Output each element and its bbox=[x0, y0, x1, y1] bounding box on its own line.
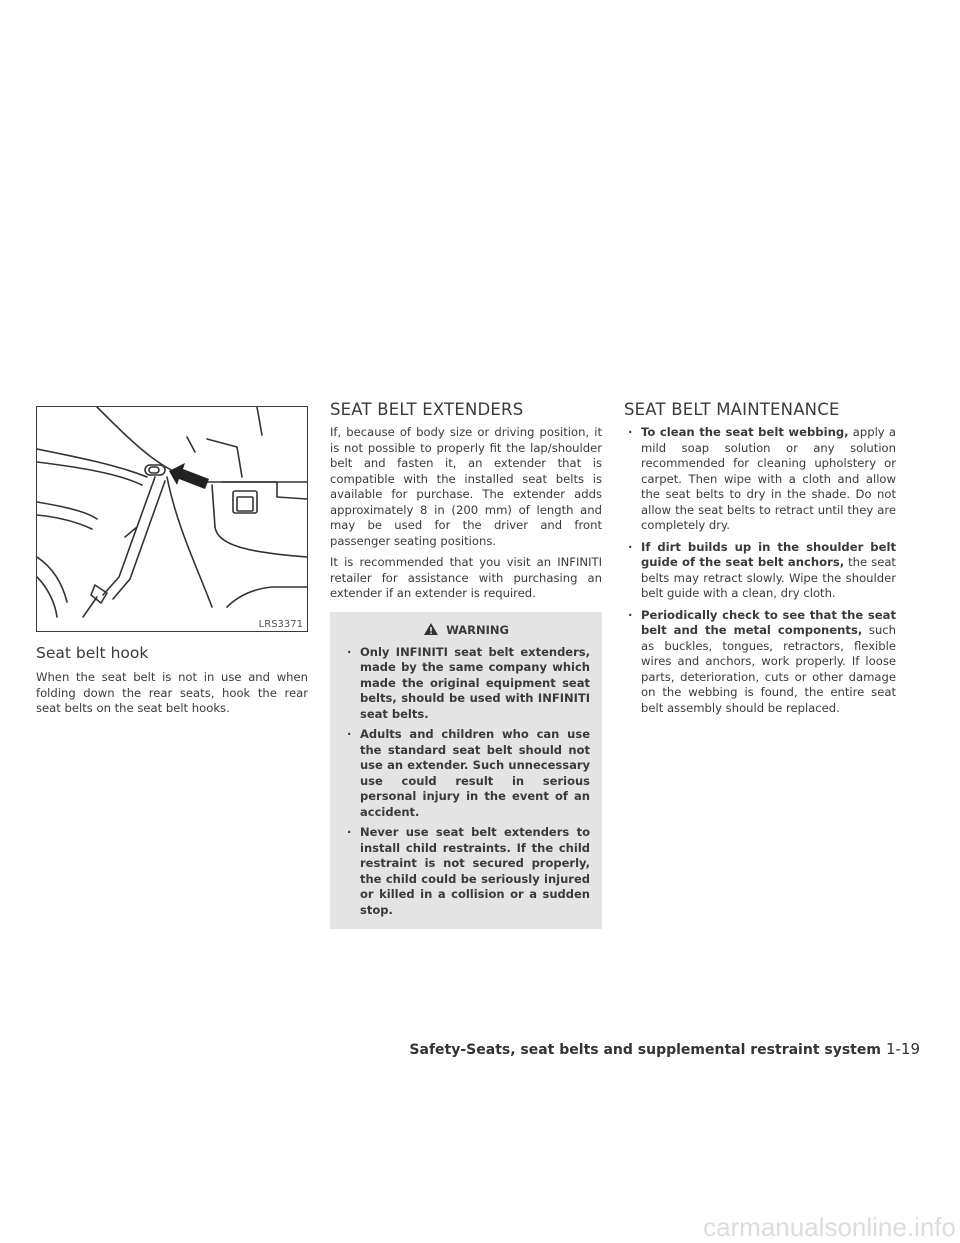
maintenance-item-lead: To clean the seat belt webbing, bbox=[641, 425, 849, 439]
seat-belt-hook-body: When the seat belt is not in use and when folding down the rear seats, hook the rear seat belts on the seat belt hooks. bbox=[36, 670, 308, 715]
warning-item: · Only INFINITI seat belt extenders, made by the same company which made the original equipment seat belts, should be used with INFINITI seat belts. bbox=[342, 645, 590, 723]
maintenance-item bbox=[624, 425, 896, 534]
extenders-heading: SEAT BELT EXTENDERS bbox=[330, 400, 524, 419]
figure-code: LRS3371 bbox=[258, 619, 303, 630]
maintenance-item-lead: Periodically check to see that the seat belt and the metal components, bbox=[641, 607, 896, 637]
page-number: 1-19 bbox=[885, 1040, 920, 1058]
warning-box bbox=[330, 612, 602, 930]
maintenance-item-text: the seat belts may retract slowly. Wipe the shoulder belt guide with a clean, dry cloth. bbox=[641, 555, 896, 600]
warning-header bbox=[342, 622, 590, 637]
seat-belt-hook-drawing bbox=[37, 407, 307, 631]
warning-title: WARNING bbox=[446, 622, 509, 637]
maintenance-item-text: such as buckles, tongues, retractors, flexible wires and anchors, work properly. If loose parts, deterioration, cuts or other damage on the webbing is found, the entire seat belt assembly should be replaced. bbox=[641, 623, 897, 715]
maintenance-item-text: apply a mild soap solution or any solution recommended for cleaning upholstery or carpet. Then wipe with a cloth and allow the seat belts to dry in the shade. Do not allow the seat belts to retract until they are completely dry. bbox=[641, 425, 896, 532]
page-footer bbox=[409, 1040, 920, 1058]
maintenance-heading: SEAT BELT MAINTENANCE bbox=[624, 400, 840, 419]
warning-item: · Adults and children who can use the standard seat belt should not use an extender. Such unnecessary use could result in serious personal injury in the event of an accident. bbox=[342, 727, 590, 820]
maintenance-list bbox=[624, 425, 896, 716]
middle-column bbox=[330, 400, 602, 929]
watermark-text: carmanualsonline.info bbox=[703, 1212, 956, 1242]
warning-list bbox=[342, 645, 590, 919]
chapter-title: Safety-Seats, seat belts and supplemental restraint system bbox=[409, 1042, 881, 1058]
extenders-paragraph-1: If, because of body size or driving position, it is not possible to properly fit the lap/shoulder belt and fasten it, an extender that is compatible with the installed seat belts is available for purchase. The extender adds approximately 8 in (200 mm) of length and may be used for the driver and front passenger seating positions. bbox=[330, 425, 602, 548]
seat-belt-hook-heading: Seat belt hook bbox=[36, 644, 149, 662]
warning-item: · Never use seat belt extenders to install child restraints. If the child restraint is not secured properly, the child could be seriously injured or killed in a collision or a sudden stop. bbox=[342, 825, 590, 918]
right-column bbox=[624, 400, 896, 722]
maintenance-item-lead: If dirt builds up in the shoulder belt guide of the seat belt anchors, bbox=[641, 539, 896, 569]
maintenance-item bbox=[624, 540, 896, 602]
extenders-paragraph-2: It is recommended that you visit an INFINITI retailer for assistance with purchasing an extender if an extender is required. bbox=[330, 555, 602, 600]
watermark bbox=[0, 1212, 960, 1243]
seat-belt-hook-illustration bbox=[36, 406, 308, 632]
maintenance-item bbox=[624, 608, 896, 717]
warning-triangle-icon bbox=[423, 622, 439, 636]
left-column bbox=[36, 400, 308, 723]
